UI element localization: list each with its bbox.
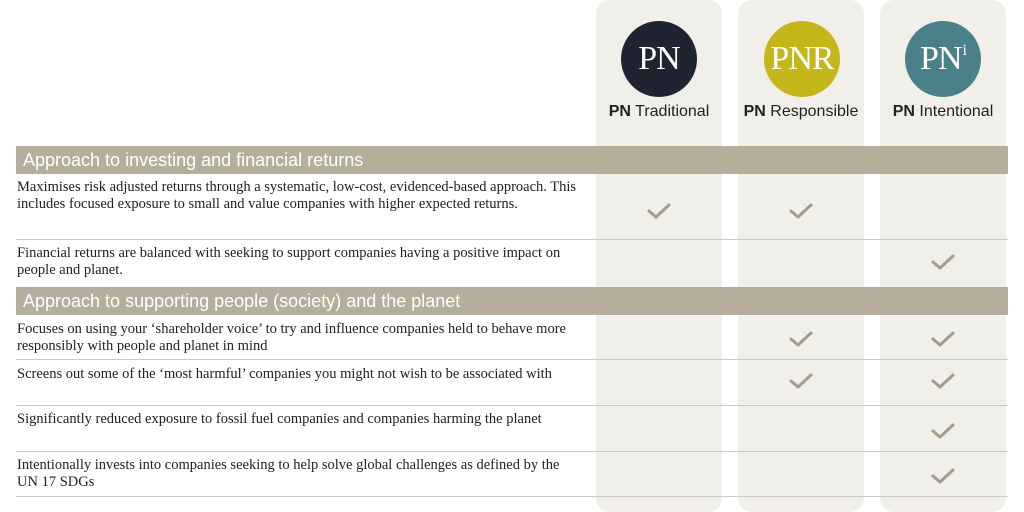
column-label-intentional: PN Intentional [892,103,994,120]
row-divider [16,496,1008,497]
section-header-investing: Approach to investing and financial returns [16,146,1008,174]
column-label-responsible: PN Responsible [743,103,859,120]
section-header-people-planet: Approach to supporting people (society) and the planet [16,287,1008,315]
criterion-row-1-text: Maximises risk adjusted returns through a systematic, low-cost, evidenced-based approach. This includes focused exposure to small and value companies with higher expected returns. [17,179,577,212]
pn-intentional-logo: PN $^i$ [905,21,981,97]
pn-traditional-logo: PN [621,21,697,97]
criterion-row-5-text: Significantly reduced exposure to fossil fuel companies and companies harming the planet [17,411,542,427]
row-divider [16,239,1008,240]
checkmark-icon [931,422,955,440]
row-divider [16,451,1008,452]
checkmark-icon [931,253,955,271]
checkmark-icon [789,372,813,390]
pn-responsible-logo: PNR [764,21,840,97]
checkmark-icon [931,330,955,348]
checkmark-icon [931,467,955,485]
checkmark-icon [931,372,955,390]
criterion-row-4-text: Screens out some of the ‘most harmful’ companies you might not wish to be associated with [17,366,552,382]
criterion-row-3-text: Focuses on using your ‘shareholder voice’ to try and influence companies held to behave more responsibly with people and planet in mind [17,321,566,354]
checkmark-icon [789,330,813,348]
row-divider [16,405,1008,406]
criterion-row-6-text: Intentionally invests into companies seeking to help solve global challenges as defined by the UN 17 SDGs [17,457,560,490]
checkmark-icon [647,202,671,220]
row-divider [16,359,1008,360]
criterion-row-2-text: Financial returns are balanced with seeking to support companies having a positive impact on people and planet. [17,245,561,278]
checkmark-icon [789,202,813,220]
column-label-traditional: PN Traditional [608,103,710,120]
